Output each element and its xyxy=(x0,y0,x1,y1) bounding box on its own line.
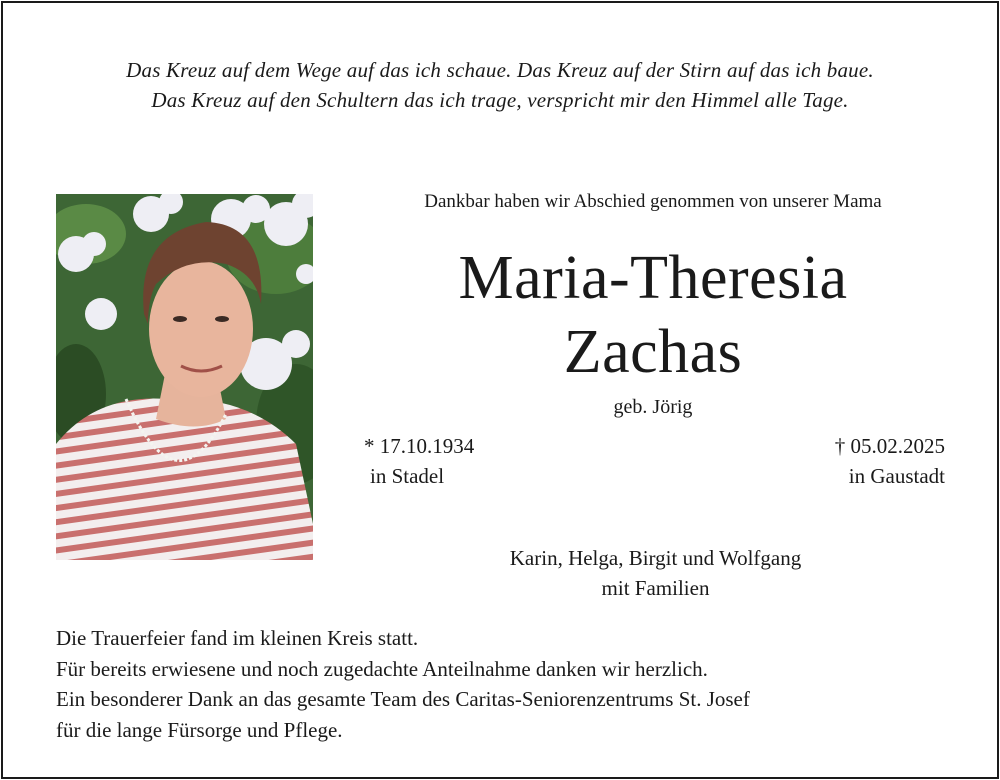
intro-text: Dankbar haben wir Abschied genommen von unserer Mama xyxy=(424,191,882,212)
poem-line-2: Das Kreuz auf den Schultern das ich trage, verspricht mir den Himmel alle Tage. xyxy=(151,88,849,112)
mourner-families: mit Familien xyxy=(601,576,710,600)
closing-text xyxy=(56,623,976,745)
death-date: † 05.02.2025 xyxy=(834,434,945,458)
poem-verse xyxy=(3,55,997,115)
closing-line-2: Für bereits erwiesene und noch zugedachte Anteilnahme danken wir herzlich. xyxy=(56,656,708,681)
mourner-names: Karin, Helga, Birgit und Wolfgang xyxy=(509,546,802,570)
maiden-name: geb. Jörig xyxy=(613,396,693,418)
death-info xyxy=(835,431,945,491)
obituary-notice xyxy=(1,1,999,779)
poem-line-1: Das Kreuz auf dem Wege auf das ich schaue. Das Kreuz auf der Stirn auf das ich baue. xyxy=(126,58,874,82)
death-place: in Gaustadt xyxy=(848,464,945,488)
closing-line-3: Ein besonderer Dank an das gesamte Team des Caritas-Seniorenzentrums St. Josef xyxy=(56,687,750,711)
deceased-first-name: Maria-Theresia xyxy=(458,244,848,312)
birth-place: in Stadel xyxy=(370,464,445,488)
birth-info xyxy=(364,431,474,491)
mourners xyxy=(333,543,978,603)
birth-date: * 17.10.1934 xyxy=(364,434,475,458)
closing-line-1: Die Trauerfeier fand im kleinen Kreis statt. xyxy=(56,626,419,650)
portrait-photo xyxy=(56,194,313,560)
deceased-last-name: Zachas xyxy=(563,318,743,386)
deceased-name xyxy=(333,241,973,389)
closing-line-4: für die lange Fürsorge und Pflege. xyxy=(56,717,343,742)
